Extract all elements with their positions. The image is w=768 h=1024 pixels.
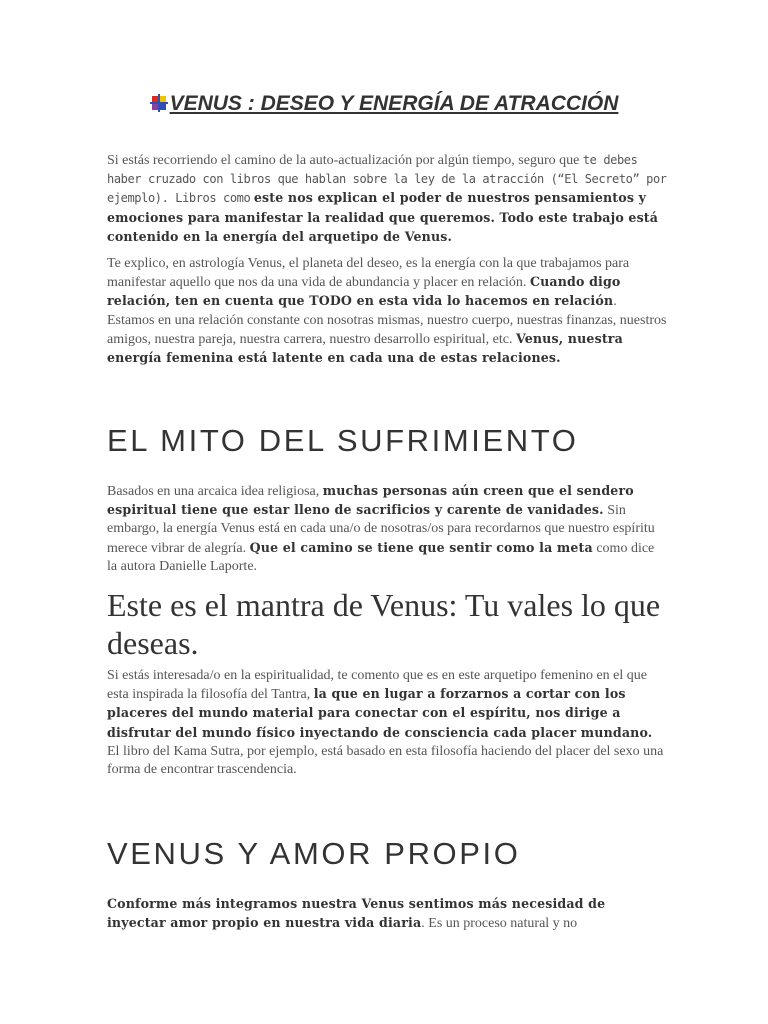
- section1-bold-1: muchas personas aún creen que el sendero espiritual tiene que estar lleno de sacrificios y carente de vanidades.: [107, 483, 634, 518]
- section3-paragraph: [107, 895, 667, 933]
- section-heading-amor-propio: VENUS Y AMOR PROPIO: [107, 836, 521, 871]
- section2-paragraph: [107, 667, 667, 779]
- section1-text-1: Basados en una arcaica idea religiosa,: [107, 484, 320, 499]
- section2-text-1: Si estás interesada/o en la espiritualidad, te comento que es en este arquetipo femenino en el que esta inspirada la filosofía del Tantra,: [107, 668, 647, 703]
- section-heading-mantra: Este es el mantra de Venus: Tu vales lo que deseas.: [107, 587, 661, 661]
- intro-p1-text-1: Si estás recorriendo el camino de la auto-actualización por algún tiempo, seguro que: [107, 153, 580, 168]
- intro-p2-text-2: . Estamos en una relación constante con nosotras mismas, nuestro cuerpo, nuestras finanzas, nuestros amigos, nuestra pareja, nuestra carrera, nuestro desarrollo espiritual, etc.: [107, 294, 667, 347]
- section1-text-2: Sin embargo, la energía Venus está en cada una/o de nosotras/os para recordarnos que nuestro espíritu merece vibrar de alegría.: [107, 503, 655, 556]
- section-heading-mito: EL MITO DEL SUFRIMIENTO: [107, 423, 579, 458]
- document-title: [0, 90, 768, 118]
- intro-p2-text-1: Te explico, en astrología Venus, el planeta del deseo, es la energía con la que trabajamos para manifestar aquello que nos da una vida de abundancia y placer en relación.: [107, 256, 630, 291]
- section3-bold-1: Conforme más integramos nuestra Venus sentimos más necesidad de inyectar amor propio en nuestra vida diaria: [107, 896, 606, 931]
- section1-paragraph: [107, 482, 667, 576]
- section1-bold-2: Que el camino se tiene que sentir como la meta: [249, 539, 593, 555]
- quadrant-star-icon: [150, 92, 168, 110]
- intro-paragraph-2: [107, 255, 667, 368]
- section2-bold-1: la que en lugar a forzarnos a cortar con los placeres del mundo material para conectar con el espíritu, nos dirige a disfrutar del mundo físico inyectando de consciencia cada placer mundano.: [107, 686, 653, 740]
- intro-paragraph-1: [107, 151, 667, 247]
- section1-text-3: como dice la autora Danielle Laporte.: [107, 540, 655, 574]
- intro-p2-bold-2: Venus, nuestra energía femenina está latente en cada una de estas relaciones.: [107, 330, 623, 366]
- document-title-text: VENUS : DESEO Y ENERGÍA DE ATRACCIÓN: [169, 92, 619, 115]
- intro-p1-text-2: te debes haber cruzado con libros que hablan sobre la ley de la atracción (“El Secreto” por ejemplo). Libros como: [107, 153, 667, 206]
- intro-p2-bold-1: Cuando digo relación, ten en cuenta que TODO en esta vida lo hacemos en relación: [107, 274, 621, 309]
- section3-text-1: . Es un proceso natural y no: [421, 916, 578, 932]
- section2-text-2: El libro del Kama Sutra, por ejemplo, está basado en esta filosofía haciendo del placer del sexo una forma de encontrar trascendencia.: [107, 743, 664, 778]
- intro-p1-bold-1: este nos explican el poder de nuestros pensamientos y emociones para manifestar la realidad que queremos. Todo este trabajo está contenido en la energía del arquetipo de Venus.: [107, 190, 659, 244]
